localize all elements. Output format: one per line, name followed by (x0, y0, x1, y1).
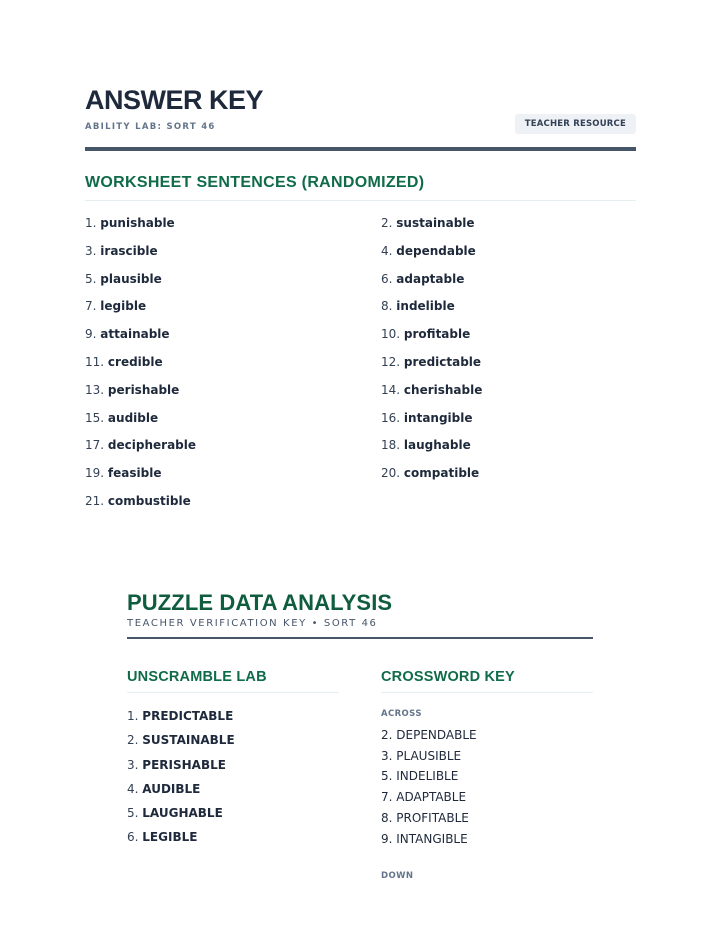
sentence-number: 4. (381, 243, 393, 258)
sentence-number: 18. (381, 438, 401, 453)
puzzle-section-subtitle: TEACHER VERIFICATION KEY • SORT 46 (127, 618, 378, 629)
sentence-number: 2. (381, 216, 393, 230)
sentence-word: plausible (100, 271, 162, 286)
sentence-word: punishable (100, 216, 175, 230)
sentence-item (85, 349, 381, 377)
sentence-item (85, 377, 381, 405)
sentence-number: 5. (85, 271, 97, 286)
across-list (381, 725, 477, 849)
sentence-item (85, 321, 381, 349)
sentence-word: compatible (403, 466, 480, 481)
sentence-item (381, 405, 636, 433)
sentence-number: 7. (85, 299, 97, 314)
sentence-item (85, 460, 381, 488)
page-header (85, 84, 636, 132)
unscramble-number: 2. (127, 733, 139, 748)
sentence-item (381, 432, 636, 460)
unscramble-word: LAUGHABLE (142, 806, 223, 821)
unscramble-item (127, 825, 235, 849)
unscramble-word: SUSTAINABLE (142, 733, 235, 748)
worksheet-section-title: WORKSHEET SENTENCES (RANDOMIZED) (85, 174, 425, 191)
sentence-word: legible (100, 299, 147, 314)
unscramble-item (127, 704, 235, 728)
across-clue: 3. PLAUSIBLE (381, 748, 462, 763)
across-clue: 8. PROFITABLE (381, 810, 469, 825)
sentence-word: adaptable (396, 271, 465, 286)
sentence-word: cherishable (403, 382, 483, 397)
sentence-item (85, 293, 381, 321)
across-clue: 9. INTANGIBLE (381, 831, 468, 846)
unscramble-item (127, 753, 235, 777)
unscramble-number: 6. (127, 830, 139, 845)
unscramble-divider (127, 692, 339, 693)
sentence-word: perishable (107, 382, 180, 397)
sentence-item (85, 266, 381, 294)
sentence-item (381, 266, 636, 294)
unscramble-word: PREDICTABLE (142, 709, 234, 723)
unscramble-number: 3. (127, 757, 139, 772)
unscramble-title: UNSCRAMBLE LAB (127, 669, 267, 685)
sentence-word: laughable (403, 438, 471, 453)
sentence-word: feasible (107, 466, 162, 481)
sentence-item (381, 293, 636, 321)
across-clue: 5. INDELIBLE (381, 769, 459, 784)
sentence-item (381, 210, 636, 238)
sentence-word: audible (107, 410, 159, 425)
sentence-item (381, 377, 636, 405)
sentence-number: 13. (85, 382, 105, 397)
worksheet-divider (85, 200, 636, 201)
unscramble-word: LEGIBLE (142, 830, 198, 845)
sentence-word: intangible (403, 410, 473, 425)
sentence-item (85, 432, 381, 460)
unscramble-number: 4. (127, 781, 139, 796)
sentence-item (85, 488, 381, 516)
sentence-item (381, 321, 636, 349)
page-title: ANSWER KEY (85, 85, 264, 115)
sentence-number: 10. (381, 327, 401, 342)
sentence-number: 20. (381, 466, 401, 481)
unscramble-item (127, 777, 235, 801)
crossword-title: CROSSWORD KEY (381, 669, 515, 685)
sentence-item (85, 405, 381, 433)
sentence-number: 6. (381, 271, 393, 286)
down-label: DOWN (381, 871, 414, 881)
sentence-word: profitable (403, 327, 471, 342)
sentence-number: 12. (381, 354, 401, 369)
sentence-word: sustainable (396, 216, 475, 230)
across-clue: 2. DEPENDABLE (381, 728, 477, 742)
across-label: ACROSS (381, 709, 422, 719)
unscramble-item (127, 801, 235, 825)
sentence-number: 3. (85, 243, 97, 258)
sentence-number: 14. (381, 382, 401, 397)
worksheet-sentence-list (85, 210, 636, 516)
sentence-number: 1. (85, 216, 97, 230)
sentence-item (85, 238, 381, 266)
sentence-word: attainable (100, 327, 170, 342)
unscramble-number: 1. (127, 709, 139, 723)
teacher-resource-badge: TEACHER RESOURCE (515, 114, 636, 134)
header-divider (85, 147, 636, 151)
sentence-number: 11. (85, 354, 105, 369)
puzzle-section-title: PUZZLE DATA ANALYSIS (127, 590, 393, 615)
sentence-number: 15. (85, 410, 105, 425)
crossword-divider (381, 692, 593, 693)
sentence-word: dependable (396, 243, 476, 258)
page-subtitle: ABILITY LAB: SORT 46 (85, 122, 216, 132)
sentence-item (381, 460, 636, 488)
unscramble-word: PERISHABLE (142, 757, 226, 772)
sentence-word: combustible (107, 493, 191, 508)
unscramble-list (127, 704, 235, 850)
puzzle-divider (127, 637, 593, 639)
sentence-number: 21. (85, 493, 105, 508)
sentence-item (381, 238, 636, 266)
sentence-number: 19. (85, 466, 105, 481)
sentence-word: irascible (100, 243, 158, 258)
sentence-item (381, 349, 636, 377)
sentence-number: 17. (85, 438, 105, 453)
sentence-word: indelible (396, 299, 455, 314)
sentence-number: 9. (85, 327, 97, 342)
sentence-word: decipherable (107, 438, 197, 453)
unscramble-number: 5. (127, 806, 139, 821)
across-clue: 7. ADAPTABLE (381, 790, 467, 805)
sentence-word: credible (107, 354, 163, 369)
sentence-item (85, 210, 381, 238)
sentence-word: predictable (403, 354, 482, 369)
sentence-number: 8. (381, 299, 393, 314)
unscramble-word: AUDIBLE (142, 781, 201, 796)
unscramble-item (127, 728, 235, 752)
sentence-number: 16. (381, 410, 401, 425)
